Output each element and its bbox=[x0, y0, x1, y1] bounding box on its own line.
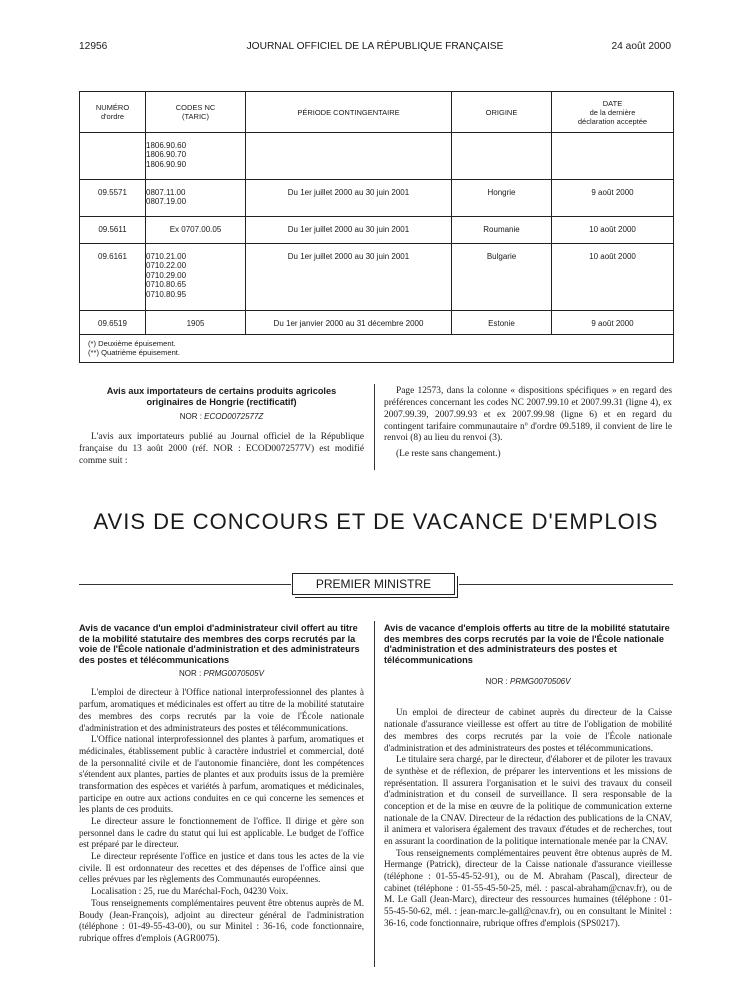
paragraph: Tous renseignements complémentaires peuvent être obtenus auprès de M. Hermange (Patrick), directeur de la Caisse nationale d'assurance vieillesse (téléphone : 01-55-45-52-91), ou de M. Abraham (Pascal), directeur de cabinet (téléphone : 01-55-45-50-25, mél. : pascal-abraham@cnav.fr), ou de M. Le Gall (Jean-Marc), directeur des ressources humaines (téléphone : 01-55-45-50-62, mél. : jean-marc.le-gall@cnav.fr), ou en consultant le Minitel : 36-16, code fonctionnaire, rubrique offres d'emplois (SPS0217). bbox=[384, 847, 672, 928]
ministry-rule-right bbox=[459, 584, 673, 585]
header-origine: ORIGINE bbox=[452, 92, 552, 133]
cell-periode: Du 1er juillet 2000 au 30 juin 2001 bbox=[246, 180, 452, 217]
table-row bbox=[80, 244, 674, 311]
cell-date: 10 août 2000 bbox=[552, 217, 674, 244]
cell-date: 9 août 2000 bbox=[552, 180, 674, 217]
quota-table bbox=[79, 91, 674, 363]
cell-origine: Hongrie bbox=[452, 180, 552, 217]
header-periode: PÉRIODE CONTINGENTAIRE bbox=[246, 92, 452, 133]
paragraph: Localisation : 25, rue du Maréchal-Foch, 04230 Voix. bbox=[91, 886, 289, 897]
paragraph: Le directeur assure le fonctionnement de l'office. Il dirige et gère son personnel dans le cadre du statut qui lui est applicable. Le budget de l'office est préparé par le directeur. bbox=[79, 816, 364, 850]
cell-numero: 09.5571 bbox=[80, 180, 146, 217]
journal-title: JOURNAL OFFICIEL DE LA RÉPUBLIQUE FRANÇAISE bbox=[246, 41, 504, 52]
cell-date: 9 août 2000 bbox=[552, 311, 674, 335]
cell-codes: 0807.11.00 0807.19.00 bbox=[146, 180, 246, 217]
column-divider bbox=[374, 621, 375, 967]
cell-periode: Du 1er juillet 2000 au 30 juin 2001 bbox=[246, 244, 452, 311]
cell-numero bbox=[80, 133, 146, 180]
cell-codes: 0710.21.00 0710.22.00 0710.29.00 0710.80.65 0710.80.95 bbox=[146, 244, 246, 311]
notice-body: Page 12573, dans la colonne « dispositions spécifiques » en regard des préférences concernant les codes NC 2007.99.10 et 2007.99.31 (ligne 4), ex 2007.99.39, 2007.99.93 et ex 2007.99.98 (ligne 6) et en regard du contingent tarifaire communautaire nº d'ordre 09.5189, il convient de lire le renvoi (8) au lieu du renvoi (3). bbox=[384, 386, 672, 444]
table-row bbox=[80, 217, 674, 244]
cell-origine bbox=[452, 133, 552, 180]
table-row bbox=[80, 180, 674, 217]
header-codes: CODES NC (TARIC) bbox=[146, 92, 246, 133]
notice-hungary-right bbox=[384, 386, 672, 461]
header-date: DATE de la dernière déclaration acceptée bbox=[552, 92, 674, 133]
table-row bbox=[80, 133, 674, 180]
cell-origine: Bulgarie bbox=[452, 244, 552, 311]
cell-periode: Du 1er janvier 2000 au 31 décembre 2000 bbox=[246, 311, 452, 335]
cell-codes: Ex 0707.00.05 bbox=[146, 217, 246, 244]
notice-title: Avis aux importateurs de certains produits agricoles originaires de Hongrie (rectificatif) bbox=[106, 386, 337, 407]
notice-title: Avis de vacance d'emplois offerts au titre de la mobilité statutaire des membres des corps recrutés par la voie de l'École nationale d'administration et des administrateurs des postes et télécommunications bbox=[384, 623, 670, 665]
paragraph: L'emploi de directeur à l'Office national interprofessionnel des plantes à parfum, aromatiques et médicinales est offert au titre de la mobilité statutaire des membres des corps recrutés par la voie de l'École nationale d'administration et des administrateurs des postes et télécommunications. bbox=[79, 687, 364, 733]
nor-reference: NOR : ECOD0072577Z bbox=[179, 412, 264, 422]
table-footnotes bbox=[80, 335, 674, 363]
cell-date bbox=[552, 133, 674, 180]
cell-origine: Estonie bbox=[452, 311, 552, 335]
page-header bbox=[79, 41, 671, 55]
ministry-heading: PREMIER MINISTRE bbox=[292, 573, 455, 595]
notice-vacancy-left bbox=[79, 623, 364, 945]
notice-vacancy-right bbox=[384, 623, 672, 930]
cell-numero: 09.5611 bbox=[80, 217, 146, 244]
nor-reference: NOR : PRMG0070505V bbox=[179, 669, 264, 679]
paragraph: Le titulaire sera chargé, par le directeur, d'élaborer et de piloter les travaux de synthèse et de réflexion, de préparer les interventions et les missions de représentation. Il assurera l'organisation et le suivi des travaux du conseil d'administration et du conseil de surveillance. Il sera responsable de la conception et de la mise en œuvre de la politique de communication externe nationale de la CNAV. Directeur de la rédaction des publications de la CNAV, il animera et valorisera également des travaux d'études et de recherches, tout en assurant la coordination de la politique internationale menée par la CNAV. bbox=[384, 754, 672, 847]
page-number: 12956 bbox=[79, 41, 108, 52]
paragraph: Un emploi de directeur de cabinet auprès du directeur de la Caisse nationale d'assurance vieillesse est offert au titre de l'obligation de mobilité des membres des corps recrutés par la voie de l'École nationale d'administration et des administrateurs des postes et télécommunications. bbox=[384, 707, 672, 753]
paragraph: Tous renseignements complémentaires peuvent être obtenus auprès de M. Boudy (Jean-François), adjoint au directeur général de l'administration (téléphone : 01-49-55-43-00), ou sur Minitel : 36-16, code fonctionnaire, rubrique offres d'emplois (AGR0075). bbox=[79, 897, 364, 943]
cell-codes: 1806.90.60 1806.90.70 1806.90.90 bbox=[146, 133, 246, 180]
notice-hungary-left bbox=[79, 386, 364, 468]
cell-codes: 1905 bbox=[146, 311, 246, 335]
column-divider bbox=[374, 384, 375, 470]
notice-body: (Le reste sans changement.) bbox=[396, 449, 501, 460]
publication-date: 24 août 2000 bbox=[611, 41, 671, 52]
footnote: (**) Quatrième épuisement. bbox=[88, 348, 181, 358]
section-title: AVIS DE CONCOURS ET DE VACANCE D'EMPLOIS bbox=[93, 509, 659, 534]
notice-body: L'avis aux importateurs publié au Journal officiel de la République française du 13 août 2000 (réf. NOR : ECOD0072577V) est modifié comme suit : bbox=[79, 432, 364, 466]
paragraph: L'Office national interprofessionnel des plantes à parfum, aromatiques et médicinales, établissement public à caractère industriel et commercial, doté de la personnalité civile et de l'autonomie financière, dont les compétences s'étendent aux plantes, parties de plantes et aux produits issus de la première transformation des espèces et variétés à parfum, aromatiques et médicinales, participe en outre aux actions conduites en ce qui concerne les semences et les plants de ces produits. bbox=[79, 734, 364, 815]
ministry-rule-left bbox=[79, 584, 291, 585]
header-numero: NUMÉRO d'ordre bbox=[80, 92, 146, 133]
cell-origine: Roumanie bbox=[452, 217, 552, 244]
table-row bbox=[80, 311, 674, 335]
nor-reference: NOR : PRMG0070506V bbox=[485, 677, 571, 687]
cell-date: 10 août 2000 bbox=[552, 244, 674, 311]
table-header-row bbox=[80, 92, 674, 133]
cell-numero: 09.6519 bbox=[80, 311, 146, 335]
cell-periode: Du 1er juillet 2000 au 30 juin 2001 bbox=[246, 217, 452, 244]
paragraph: Le directeur représente l'office en justice et dans tous les actes de la vie civile. Il est ordonnateur des recettes et des dépenses de l'office ainsi que celles prévues par les règlements des Communautés européennes. bbox=[79, 851, 364, 885]
cell-numero: 09.6161 bbox=[80, 244, 146, 311]
footnote: (*) Deuxième épuisement. bbox=[88, 339, 176, 348]
cell-periode bbox=[246, 133, 452, 180]
notice-title: Avis de vacance d'un emploi d'administrateur civil offert au titre de la mobilité statutaire des membres des corps recrutés par la voie de l'École nationale d'administration et des administrateurs des postes et télécommunications bbox=[79, 623, 360, 665]
